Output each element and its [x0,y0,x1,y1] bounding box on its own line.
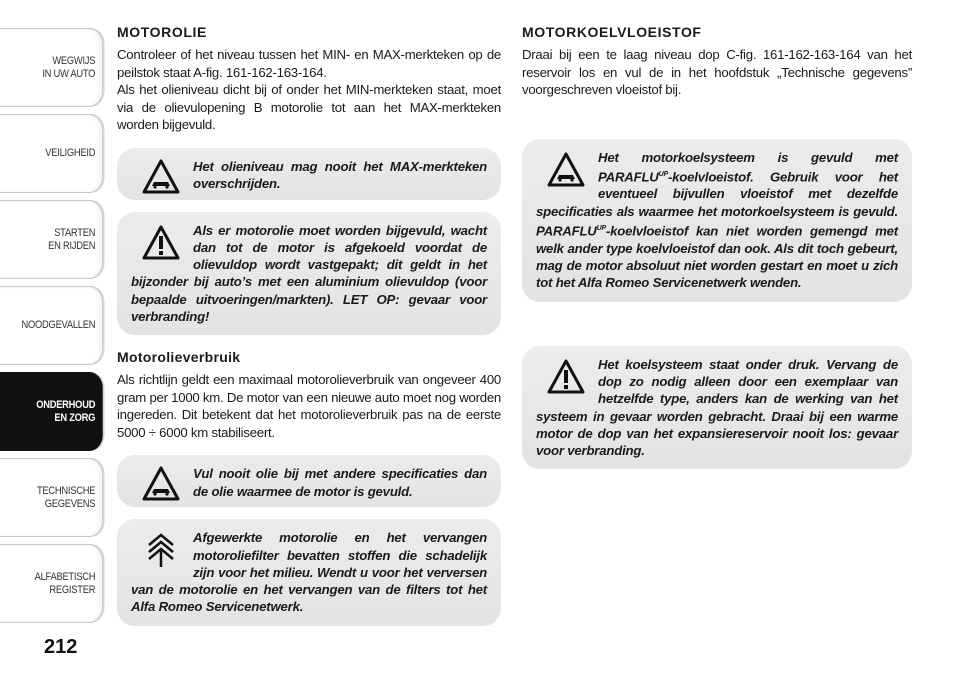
chapter-tabs [0,28,103,630]
tab-technische[interactable]: TECHNISCHE GEGEVENS [0,458,103,537]
tab-wegwijs[interactable]: WEGWIJS IN UW AUTO [0,28,103,107]
tab-register[interactable]: ALFABETISCH REGISTER [0,544,103,623]
tab-onderhoud[interactable]: ONDERHOUD EN ZORG [0,372,103,451]
left-column [117,24,501,626]
right-column [522,24,912,469]
note-pressure [522,346,912,470]
note-pressure-text: Het koelsysteem staat onder druk. Vervang de dop zo nodig alleen door een exemplaar van hetzelfde type, anders kan de werking van het systeem in gevaar worden gebracht. Draai bij een warme motor de dop van het expansiereservoir nooit los: gevaar voor verbranding. [536,356,898,459]
note-specifications-text: Vul nooit olie bij met andere specificaties dan de olie waarmee de motor is gevuld. [193,466,487,499]
warning-exclamation-icon [141,224,181,262]
environment-arrow-icon [141,531,181,569]
warning-car-icon [141,465,181,503]
note-cool-engine [117,212,501,336]
note-specifications [117,455,501,507]
warning-car-icon [141,158,181,196]
tab-starten[interactable]: STARTEN EN RIJDEN [0,200,103,279]
subheading-olieverbruik: Motorolieverbruik [117,349,241,366]
page-number: 212 [44,636,78,658]
section-heading-koelvloeistof: MOTORKOELVLOEISTOF [522,24,702,40]
motorolie-paragraph: Controleer of het niveau tussen het MIN- en MAX-merkteken op de peilstok staat A-fig. 161-162-163-164. Als het olieniveau dicht bij of onder het MIN-merkteken staat, moet via de olievulopening B motorolie tot aan het MAX-merkteken worden bijgevuld. [117,47,501,132]
note-max-level-text: Het olieniveau mag nooit het MAX-merkteken overschrijden. [193,158,487,191]
tab-veiligheid[interactable]: VEILIGHEID [0,114,103,193]
note-paraflu-text: Het motorkoelsysteem is gevuld met $PARAFLU^{UP}$-koelvloeistof. Gebruik voor het eventueel bijvullen vloeistof met dezelfde specificaties als waarmee het motorkoelsysteem is gevuld. $PARAFLU^{UP}$-koelvloeistof kan niet worden gemengd met welk ander type koelvloeistof dan ook. Als dit toch gebeurt, mag de motor absoluut niet worden gestart en moet u zich tot het Alfa Romeo Servicenetwerk wenden. [536,149,898,291]
note-cool-engine-text: Als er motorolie moet worden bijgevuld, wacht dan tot de motor is afgekoeld voordat de olievuldop wordt vastgepakt; dit geldt in het bijzonder bij auto’s met een aluminium olievuldop (voor bepaalde uitvoeringen/markten). LET OP: gevaar voor verbranding! [131,222,487,324]
warning-exclamation-icon [546,358,586,396]
olieverbruik-paragraph: Als richtlijn geldt een maximaal motorolieverbruik van ongeveer 400 gram per 1000 km. De motor van een nieuwe auto moet nog worden ingereden. Dit betekent dat het motorolieverbruik pas na de eerste 5000 ÷ 6000 km stabiliseert. [117,372,502,440]
note-paraflu [522,139,912,302]
note-environment-text: Afgewerkte motorolie en het vervangen motoroliefilter bevatten stoffen die schadelijk zijn voor het milieu. Wendt u voor het verversen van de motorolie en het vervangen van de filters tot het Alfa Romeo Servicenetwerk. [131,530,487,615]
koelvloeistof-paragraph: Draai bij een te laag niveau dop C-fig. 161-162-163-164 van het reservoir los en vul de in het hoofdstuk „Technische gegevens” voorgeschreven vloeistof bij. [522,47,912,97]
note-max-level [117,148,501,200]
note-environment [117,519,501,625]
warning-car-icon [546,151,586,189]
section-heading-motorolie: MOTOROLIE [117,24,207,40]
tab-noodgevallen[interactable]: NOODGEVALLEN [0,286,103,365]
